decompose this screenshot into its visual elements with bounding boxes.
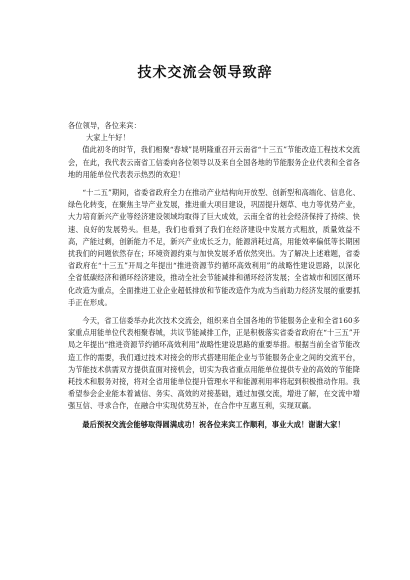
- salutation: 各位领导，各位来宾：: [68, 121, 141, 130]
- paragraph-welcome: 值此初冬的时节，我们相聚“春城”昆明隆重召开云南省“十三五”节能改造工程技术交流会，在此，我代表云南省工信委向各位领导以及来自全国各地的节能服务企业代表和全省各地的用能单位代表表示热烈的欢迎！: [68, 145, 360, 179]
- document-body: [68, 120, 360, 437]
- paragraph-meeting-purpose: 今天，省工信委举办此次技术交流会，组织来自全国各地的节能服务企业和全省160多家重点用能单位代表相聚春城，共议节能减排工作，正是积极落实省委省政府在“十三五”开局之年提出“推进资源节约循环高效利用”战略性建设思路的重要举措。根据当前全省节能改造工作的需要，我们通过技术对接会的形式搭建用能企业与节能服务企业之间的交流平台，为节能技术供需双方提供直面对接机会，切实为我省重点用能单位提供专业的高效的节能降耗技术和服务对接，将对全省用能单位提升管理水平和能源利用率将起到积极推动作用。我希望参会企业能本着诚信、务实、高效的对接基础，通过加强交流，增进了解，在交流中增强互信、寻求合作，在融合中实现优势互补，在合作中互惠互利，实现双赢。: [68, 316, 360, 411]
- closing-paragraph: 最后预祝交流会能够取得圆满成功！祝各位来宾工作顺利，事业大成！谢谢大家！: [82, 419, 345, 429]
- paragraph-background: “十二五”期间，省委省政府全力在推动产业结构向开放型、创新型和高端化、信息化、绿色化转变，在聚焦主导产业发展，推进重大项目建设，巩固提升烟草、电力等优势产业，大力培育新兴产业等经济建设领域均取得了巨大成效，云南全省的社会经济保持了持续、快速、良好的发展势头。但是，我们也看到了我们在经济建设中发展方式粗放，质量效益不高，产能过剩，创新能力不足，新兴产业成长乏力，能源消耗过高，用能效率偏低等长期困扰我们的问题依然存在；环境资源约束与加快发展矛盾依然突出。为了解决上述难题，省委省政府在“十三五”开局之年提出“推进资源节约循环高效利用”的战略性建设思路，以深化全省低碳经济和循环经济建设，推动全社会节能减排和循环经济发展；全省城市和园区循环化改造为重点，全面推进工业企业超低排放和节能改造作为成为当前助力经济发展的重要抓手正在形成。: [68, 188, 360, 307]
- document-title: 技术交流会领导致辞: [137, 65, 273, 81]
- greeting: 大家上午好！: [86, 133, 130, 143]
